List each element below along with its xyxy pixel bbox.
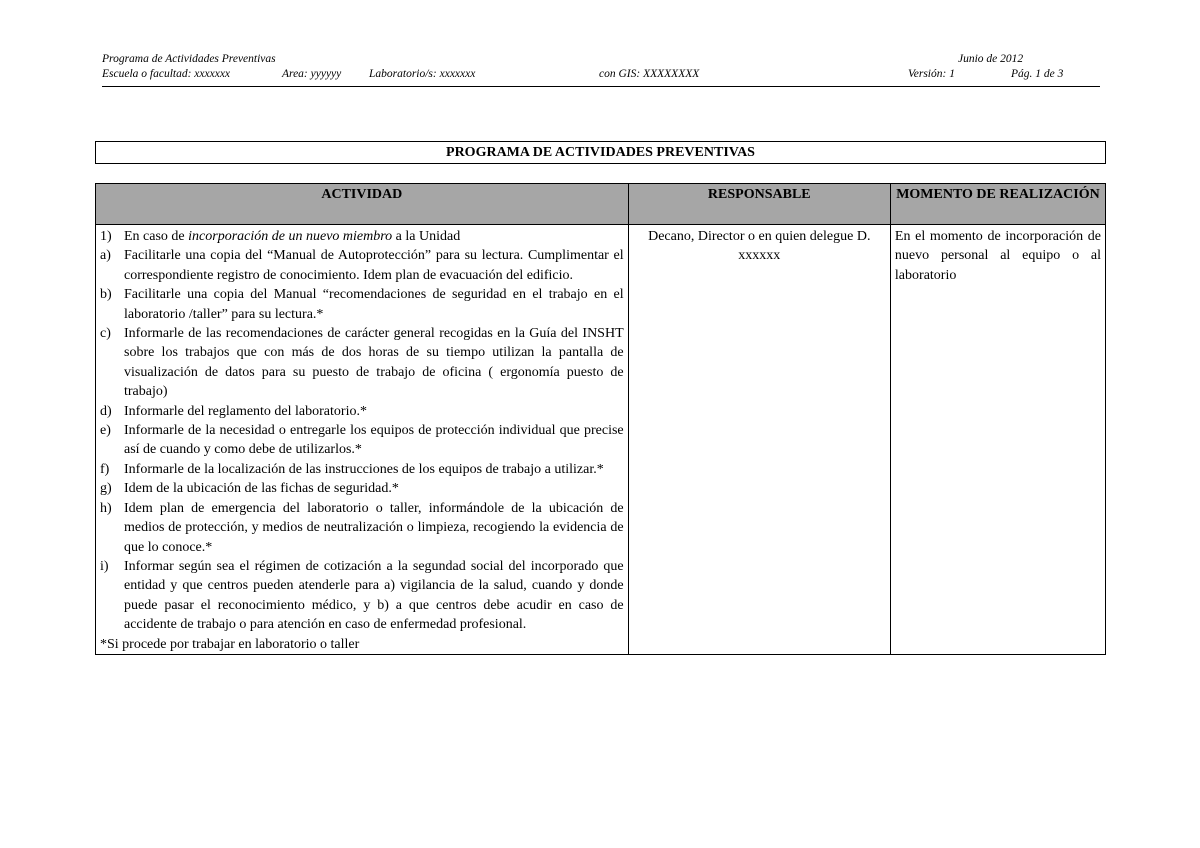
activity-footnote: *Si procede por trabajar en laboratorio o taller [100,636,360,652]
activity-item-d [100,402,624,421]
item-text: Informarle de la localización de las instrucciones de los equipos de trabajo a utilizar.* [124,461,604,477]
intro-before: En caso de [124,229,189,244]
table-row [96,225,1106,655]
activity-item-g [100,479,624,498]
item-marker: h) [100,500,112,516]
item-marker: a) [100,248,111,264]
header-moment: MOMENTO DE REALIZACIÓN [890,184,1105,225]
header-page: Pág. 1 de 3 [1011,68,1064,80]
item-text: Informarle de las recomendaciones de carácter general recogidas en la Guía del INSHT sobre los trabajos que con más de dos horas de su tiempo utilizan la pantalla de visualización de datos para su puesto de trabajo de oficina ( ergonomía puesto de trabajo) [124,326,624,400]
item-marker: c) [100,326,111,342]
activity-item-f [100,460,624,479]
activity-intro [100,227,624,246]
header-area: Area: yyyyyy [282,68,342,80]
header-activity: ACTIVIDAD [96,184,629,225]
item-marker: i) [100,558,109,574]
header-lab: Laboratorio/s: xxxxxxx [369,68,476,80]
intro-emphasis: incorporación de un nuevo miembro [188,229,393,244]
header-school: Escuela o facultad: xxxxxxx [102,68,231,80]
header-gis: con GIS: XXXXXXXX [599,68,700,80]
header-responsible: RESPONSABLE [628,184,890,225]
header-program: Programa de Actividades Preventivas [102,53,276,65]
moment-cell: En el momento de incorporación de nuevo personal al equipo o al laboratorio [890,225,1105,655]
header-row-2 [102,67,1100,82]
activity-item-b [100,285,624,324]
header-row-1 [102,52,1100,67]
header-date: Junio de 2012 [958,53,1024,65]
item-marker: d) [100,403,112,419]
page-header [102,52,1100,87]
activity-item-a [100,246,624,285]
intro-text [124,227,624,246]
responsible-cell: Decano, Director o en quien delegue D. xxxxxx [628,225,890,655]
header-version: Versión: 1 [908,68,955,80]
table-header-row [96,184,1106,225]
activity-item-e [100,421,624,460]
item-text: Facilitarle una copia del “Manual de Autoprotección” para su lectura. Cumplimentar el correspondiente registro de conocimiento. Idem plan de evacuación del edificio. [124,248,624,283]
activity-item-i [100,557,624,635]
item-marker: g) [100,481,112,497]
activities-table [95,183,1106,655]
item-marker: e) [100,423,111,439]
activity-item-c [100,324,624,402]
item-text: Informar según sea el régimen de cotización a la segundad social del incorporado que entidad y que centros pueden atenderle para a) vigilancia de la salud, cuando y donde puede pasar el reconocimiento médico, y b) a que centros debe acudir en caso de accidente de trabajo o para atención en caso de enfermedad profesional. [124,558,624,633]
item-marker: 1) [100,229,112,244]
document-title: PROGRAMA DE ACTIVIDADES PREVENTIVAS [95,141,1106,164]
activity-item-h [100,499,624,557]
item-text: Idem de la ubicación de las fichas de seguridad.* [124,481,399,497]
item-text: Informarle del reglamento del laboratorio.* [124,403,367,419]
item-marker: b) [100,287,112,303]
item-text: Facilitarle una copia del Manual “recomendaciones de seguridad en el trabajo en el laboratorio /taller” para su lectura.* [124,287,624,322]
item-text: Informarle de la necesidad o entregarle los equipos de protección individual que precise así de cuando y como debe de utilizarlos.* [124,423,624,458]
intro-after: a la Unidad [392,229,461,244]
activity-cell [96,225,629,655]
item-marker: f) [100,461,110,477]
item-text: Idem plan de emergencia del laboratorio o taller, informándole de la ubicación de medios de protección, y medios de neutralización o limpieza, recogiendo la evidencia de que lo conoce.* [124,500,624,555]
